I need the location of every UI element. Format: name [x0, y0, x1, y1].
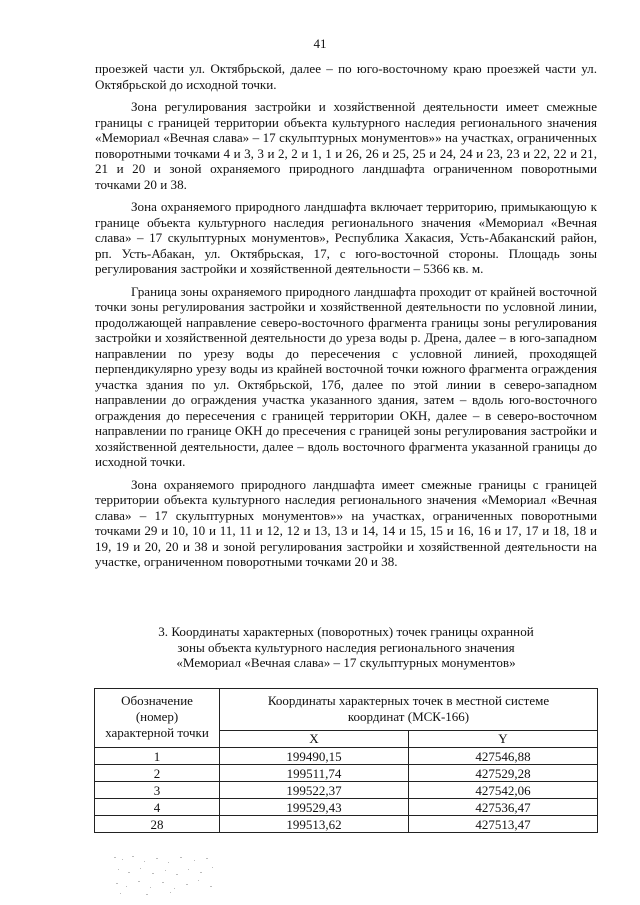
- coordinates-group-header: [220, 689, 598, 731]
- section-heading-line: зоны объекта культурного наследия регионального значения: [177, 639, 515, 655]
- x-cell: 199529,43: [220, 799, 409, 816]
- table-row: [95, 799, 598, 816]
- page-number: 41: [313, 36, 327, 51]
- point-id-cell: 4: [95, 799, 220, 816]
- point-id-cell: 2: [95, 765, 220, 782]
- x-cell: 199511,74: [220, 765, 409, 782]
- header-text: Координаты характерных точек в местной системе: [267, 693, 550, 709]
- header-text: характерной точки: [105, 725, 209, 740]
- table-row: [95, 748, 598, 765]
- section-heading: [95, 624, 597, 671]
- y-column-header: Y: [408, 730, 597, 747]
- y-cell: 427536,47: [408, 799, 597, 816]
- header-text: координат (МСК-166): [347, 709, 470, 725]
- table-row: [95, 782, 598, 799]
- paragraph-landscape-zone-borders: Зона охраняемого природного ландшафта имеет смежные границы с границей территории объекта культурного наследия регионального значения «Мемориал «Вечная слава» – 17 скульптурных монументов»» на участках, ограниченных поворотными точками 29 и 10, 10 и 11, 11 и 12, 12 и 13, 13 и 14, 14 и 15, 15 и 16, 16 и 17, 17 и 18, 18 и 19, 19 и 20, 20 и 38 и зоной регулирования застройки и хозяйственной деятельности на участке, ограниченном поворотными точками 20 и 38.: [95, 476, 597, 569]
- paragraph-landscape-zone-description: Зона охраняемого природного ландшафта включает территорию, примыкающую к границе объекта культурного наследия регионального значения «Мемориал «Вечная слава» – 17 скульптурных монументов», Республика Хакасия, Усть-Абаканский район, рп. Усть-Абакан, ул. Октябрьская, 17, с юго-восточной стороны. Площадь зоны регулирования застройки и хозяйственной деятельности – 5366 кв. м.: [95, 199, 597, 276]
- x-cell: 199490,15: [220, 748, 409, 765]
- x-cell: 199513,62: [220, 816, 409, 833]
- paragraph-landscape-zone-boundary: Граница зоны охраняемого природного ландшафта проходит от крайней восточной точки зоны регулирования застройки и хозяйственной деятельности по условной линии, продолжающей направление северо-восточного фрагмента границы зоны регулирования застройки и хозяйственной деятельности до уреза воды р. Дрена, далее – в юго-западном направлении по урезу воды до пересечения с условной линией, проходящей перпендикулярно урезу воды из крайней восточной точки южного фрагмента ограждения участка здания по ул. Октябрьской, 17б, далее по этой линии в северо-западном направлении до ограждения участка указанного здания, затем – вдоль юго-восточного ограждения до пересечения с границей территории ОКН, далее – в северо-восточном направлении по границе ОКН до пресечения с границей зоны регулирования застройки и хозяйственной деятельности, далее – вдоль восточного фрагмента указанной границы до исходной точки.: [95, 283, 597, 469]
- paragraph-continued: проезжей части ул. Октябрьской, далее – по юго-восточному краю проезжей части ул. Октябрьской до исходной точки.: [95, 61, 597, 92]
- section-heading-line: «Мемориал «Вечная слава» – 17 скульптурных монументов»: [176, 655, 516, 670]
- y-cell: 427542,06: [408, 782, 597, 799]
- paragraph-regulation-zone-borders: Зона регулирования застройки и хозяйственной деятельности имеет смежные границы с границей территории объекта культурного наследия регионального значения «Мемориал «Вечная слава» – 17 скульптурных монументов»» на участках, ограниченных поворотными точками 4 и 3, 3 и 2, 2 и 1, 1 и 26, 26 и 25, 25 и 24, 24 и 23, 23 и 22, 22 и 21, 21 и 20 и зоной охраняемого природного ландшафта ограниченном поворотными точками 20 и 38.: [95, 99, 597, 192]
- scan-noise: [110, 853, 220, 897]
- point-id-cell: 3: [95, 782, 220, 799]
- x-column-header: X: [220, 730, 409, 747]
- section-heading-line: 3. Координаты характерных (поворотных) точек границы охранной: [158, 624, 534, 639]
- table-row: [95, 765, 598, 782]
- point-id-cell: 1: [95, 748, 220, 765]
- header-text: Обозначение: [121, 693, 193, 708]
- point-label-header: [95, 689, 220, 748]
- table-row: [95, 816, 598, 833]
- point-id-cell: 28: [95, 816, 220, 833]
- y-cell: 427529,28: [408, 765, 597, 782]
- y-cell: 427546,88: [408, 748, 597, 765]
- body-text: [95, 61, 597, 577]
- header-text: (номер): [135, 709, 179, 724]
- coordinates-table: [94, 688, 598, 833]
- y-cell: 427513,47: [408, 816, 597, 833]
- x-cell: 199522,37: [220, 782, 409, 799]
